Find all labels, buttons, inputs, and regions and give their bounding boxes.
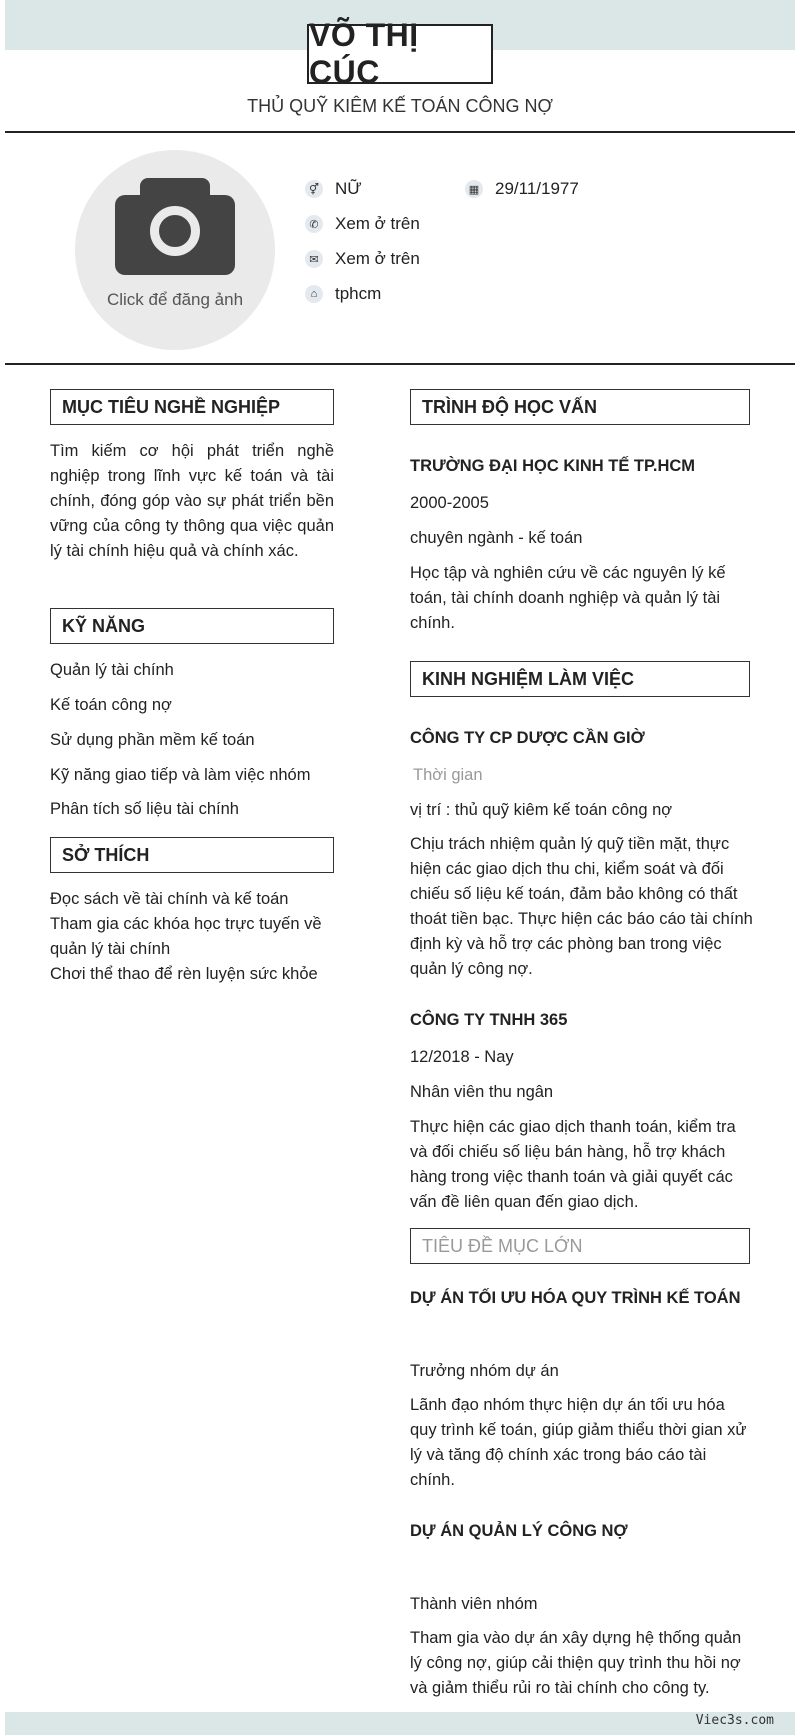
gender-info — [305, 179, 362, 199]
project-description: Lãnh đạo nhóm thực hiện dự án tối ưu hóa quy trình kế toán, giúp giảm thiểu thời gian xử lý và tăng độ chính xác trong báo cáo tài chính. — [410, 1396, 747, 1489]
job-time: 12/2018 - Nay — [410, 1048, 514, 1066]
skill-item: Quản lý tài chính — [50, 661, 174, 679]
skill-item: Phân tích số liệu tài chính — [50, 800, 239, 818]
education-major: chuyên ngành - kế toán — [410, 529, 583, 547]
address-info — [305, 284, 381, 304]
phone-icon: ✆ — [305, 215, 323, 233]
project-name: DỰ ÁN TỐI ƯU HÓA QUY TRÌNH KẾ TOÁN — [410, 1289, 741, 1307]
education-period: 2000-2005 — [410, 494, 489, 512]
skill-item: Sử dụng phần mềm kế toán — [50, 731, 255, 749]
hobby-item: Chơi thể thao để rèn luyện sức khỏe — [50, 965, 318, 983]
divider — [5, 363, 795, 365]
education-description: Học tập và nghiên cứu về các nguyên lý kế toán, tài chính doanh nghiệp và quản lý tài chính. — [410, 564, 726, 632]
project-name: DỰ ÁN QUẢN LÝ CÔNG NỢ — [410, 1522, 628, 1540]
company-name: CÔNG TY TNHH 365 — [410, 1011, 568, 1029]
company-name: CÔNG TY CP DƯỢC CẦN GIỜ — [410, 729, 645, 747]
objective-heading: MỤC TIÊU NGHỀ NGHIỆP — [50, 389, 334, 425]
email-value: Xem ở trên — [335, 249, 420, 268]
home-icon: ⌂ — [305, 285, 323, 303]
job-title: THỦ QUỸ KIÊM KẾ TOÁN CÔNG NỢ — [247, 96, 553, 116]
project-role: Thành viên nhóm — [410, 1595, 538, 1613]
address-value: tphcm — [335, 284, 382, 303]
job-time: Thời gian — [413, 766, 483, 784]
calendar-icon: ▦ — [465, 180, 483, 198]
projects-heading[interactable]: TIÊU ĐỀ MỤC LỚN — [410, 1228, 750, 1264]
photo-upload-label: Click để đăng ảnh — [106, 290, 244, 309]
skill-item: Kỹ năng giao tiếp và làm việc nhóm — [50, 766, 311, 784]
hobby-item: Tham gia các khóa học trực tuyến về quản lý tài chính — [50, 915, 322, 958]
hobby-item: Đọc sách về tài chính và kế toán — [50, 890, 289, 908]
job-position: Nhân viên thu ngân — [410, 1083, 554, 1101]
gender-icon: ⚥ — [305, 180, 323, 198]
skill-item: Kế toán công nợ — [50, 696, 172, 714]
project-description: Tham gia vào dự án xây dựng hệ thống quản lý công nợ, giúp cải thiện quy trình thu hồi nợ và giảm thiểu rủi ro tài chính cho công ty. — [410, 1629, 742, 1697]
job-description: Thực hiện các giao dịch thanh toán, kiểm tra và đối chiếu số liệu bán hàng, hỗ trợ khách hàng trong việc thanh toán và giải quyết các vấn đề liên quan đến giao dịch. — [410, 1118, 736, 1211]
birthday-info — [465, 179, 579, 199]
experience-heading: KINH NGHIỆM LÀM VIỆC — [410, 661, 750, 697]
candidate-name: VÕ THỊ CÚC — [307, 24, 493, 84]
school-name: TRƯỜNG ĐẠI HỌC KINH TẾ TP.HCM — [410, 457, 696, 475]
education-heading: TRÌNH ĐỘ HỌC VẤN — [410, 389, 750, 425]
job-position: vị trí : thủ quỹ kiêm kế toán công nợ — [410, 801, 673, 819]
bottom-band — [5, 1712, 795, 1735]
phone-info — [305, 214, 420, 234]
watermark: Viec3s.com — [695, 1713, 774, 1728]
objective-text: Tìm kiếm cơ hội phát triển nghề nghiệp trong lĩnh vực kế toán và tài chính, đóng góp vào sự phát triển bền vững của công ty thông qua việc quản lý tài chính hiệu quả và chính xác. — [50, 442, 334, 560]
email-info — [305, 249, 420, 269]
job-description: Chịu trách nhiệm quản lý quỹ tiền mặt, thực hiện các giao dịch thu chi, kiểm soát và đối chiếu số liệu kế toán, đảm bảo không có thất thoát tiền bạc. Thực hiện các báo cáo tài chính định kỳ và hỗ trợ các phòng ban trong việc quản lý công nợ. — [410, 835, 753, 978]
email-icon: ✉ — [305, 250, 323, 268]
project-role: Trưởng nhóm dự án — [410, 1362, 559, 1380]
divider — [5, 131, 795, 133]
skills-heading: KỸ NĂNG — [50, 608, 334, 644]
phone-value: Xem ở trên — [335, 214, 420, 233]
hobbies-heading: SỞ THÍCH — [50, 837, 334, 873]
photo-upload[interactable] — [75, 150, 275, 350]
birthday-value: 29/11/1977 — [495, 179, 579, 198]
gender-value: NỮ — [335, 179, 362, 198]
